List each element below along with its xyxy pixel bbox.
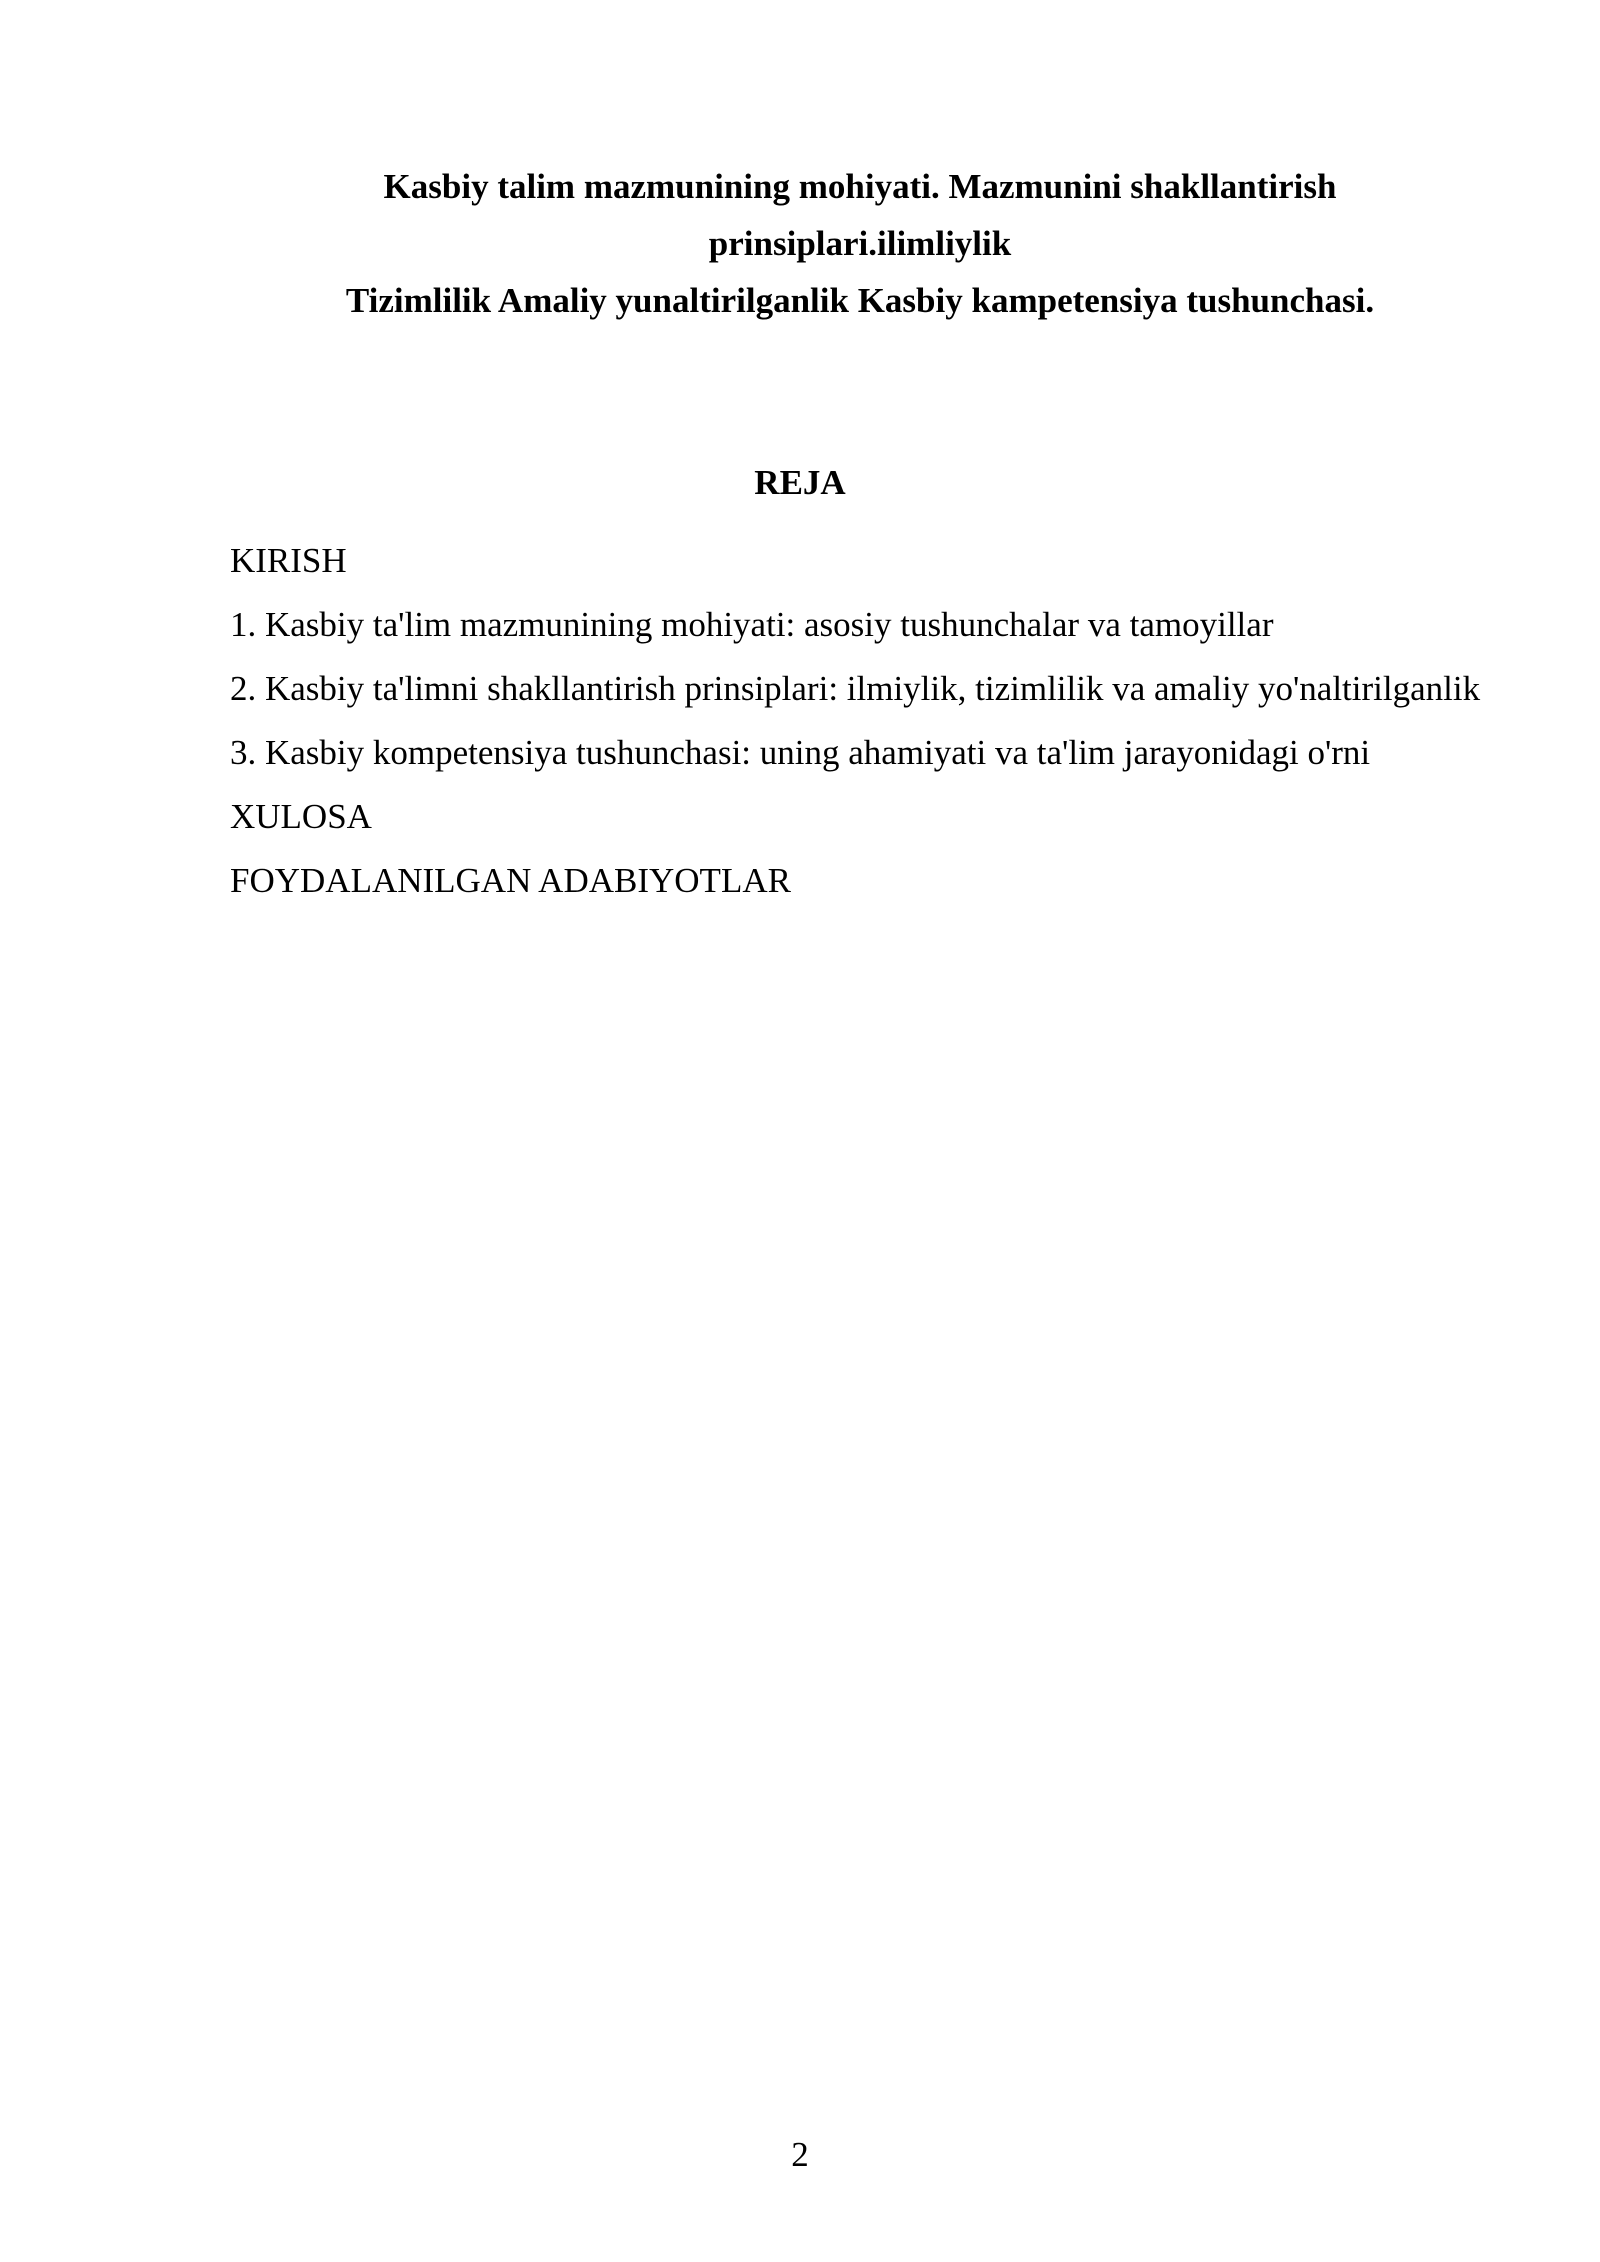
title-line-3: Tizimlilik Amaliy yunaltirilganlik Kasbiy kampetensiya tushunchasi. [345, 281, 1375, 320]
plan-item-references: FOYDALANILGAN ADABIYOTLAR [230, 861, 791, 900]
plan-heading: REJA [754, 463, 846, 502]
plan-item-conclusion: XULOSA [230, 797, 372, 836]
document-title [230, 158, 1490, 329]
plan-item-1: 1. Kasbiy ta'lim mazmunining mohiyati: asosiy tushunchalar va tamoyillar [230, 605, 1274, 644]
title-line-1: Kasbiy talim mazmunining mohiyati. Mazmunini shakllantirish [383, 167, 1337, 206]
plan-item-3: 3. Kasbiy kompetensiya tushunchasi: uning ahamiyati va ta'lim jarayonidagi o'rni [230, 733, 1371, 772]
plan-item-2: 2. Kasbiy ta'limni shakllantirish prinsiplari: ilmiylik, tizimlilik va amaliy yo'naltirilganlik [230, 669, 1481, 708]
page-number: 2 [791, 2135, 809, 2174]
plan-item-introduction: KIRISH [230, 541, 347, 580]
plan-list [230, 533, 1530, 917]
title-line-2: prinsiplari.ilimliylik [708, 224, 1012, 263]
